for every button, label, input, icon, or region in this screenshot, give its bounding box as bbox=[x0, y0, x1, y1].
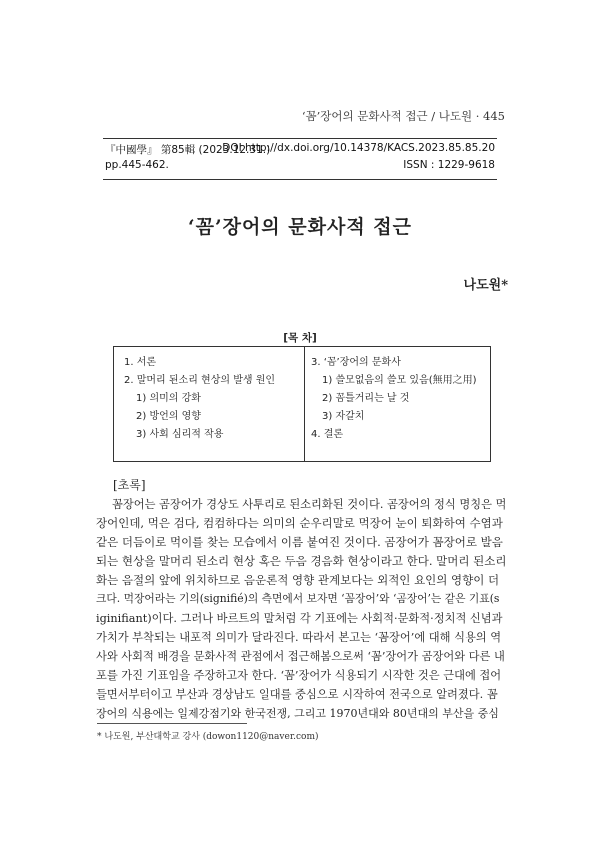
toc-item: 1. 서론 bbox=[124, 357, 157, 368]
abstract-line: 크다. 먹장어라는 기의(signifié)의 측면에서 보자면 ‘꼼장어’와 ‘곰장어’는 같은 기표(s bbox=[96, 592, 500, 605]
page-range: pp.445-462. bbox=[105, 159, 169, 171]
toc-item: 4. 결론 bbox=[311, 429, 344, 440]
toc-heading: [목 차] bbox=[283, 332, 317, 344]
abstract-line: 꼼장어는 곰장어가 경상도 사투리로 된소리화된 것이다. 곰장어의 정식 명칭은 먹 bbox=[112, 498, 507, 511]
abstract-label: [초록] bbox=[113, 478, 146, 492]
journal-info: 『中國學』 第85輯 (2023.12.31.) bbox=[105, 144, 271, 156]
toc-item: 1) 의미의 강화 bbox=[136, 393, 201, 404]
abstract-line: 장어의 식용에는 일제강점기와 한국전쟁, 그리고 1970년대와 80년대의 부산을 중심 bbox=[96, 707, 499, 720]
toc-item: 3. ‘꼼’장어의 문화사 bbox=[311, 357, 401, 368]
abstract-line: 장어인데, 먹은 검다, 컴컴하다는 의미의 순우리말로 먹장어 눈이 퇴화하여 수염과 bbox=[96, 516, 503, 530]
toc-item: 2. 말머리 된소리 현상의 발생 원인 bbox=[124, 375, 276, 386]
publication-meta bbox=[103, 138, 497, 180]
toc-item: 2) 꼼틀거리는 날 것 bbox=[322, 393, 410, 404]
abstract-line: 포를 가진 기표임을 주장하고자 한다. ‘꼼’장어가 식용되기 시작한 것은 근대에 접어 bbox=[96, 669, 502, 682]
doi-link[interactable]: DOI http://dx.doi.org/10.14378/KACS.2023.85.85.20 bbox=[222, 142, 495, 154]
toc-item: 3) 자갈치 bbox=[322, 411, 365, 422]
toc-item: 2) 방언의 영향 bbox=[136, 411, 201, 422]
abstract-line: 가치가 부착되는 내포적 의미가 달라진다. 따라서 본고는 ‘꼼장어’에 대해 식용의 역 bbox=[96, 631, 502, 644]
author-name: 나도원* bbox=[463, 278, 508, 293]
issn: ISSN : 1229-9618 bbox=[403, 159, 495, 171]
toc-item: 3) 사회 심리적 작용 bbox=[136, 429, 224, 440]
abstract-line: 되는 현상을 말머리 된소리 현상 혹은 두음 경음화 현상이라고 한다. 말머리 된소리 bbox=[96, 554, 507, 568]
running-header: ‘꼼’장어의 문화사적 접근 / 나도원 · 445 bbox=[301, 109, 505, 123]
abstract-line: 같은 더듬이로 먹이를 찾는 모습에서 이름 붙여진 것이다. 곰장어가 꼼장어로 발음 bbox=[96, 535, 503, 549]
toc-divider bbox=[304, 347, 305, 461]
abstract-line: iginifiant)이다. 그러나 바르트의 말처럼 각 기표에는 사회적·문화적·정치적 신념과 bbox=[96, 612, 503, 625]
footnote-rule bbox=[97, 723, 247, 724]
abstract-line: 들면서부터이고 부산과 경상남도 일대를 중심으로 시작하여 전국으로 알려졌다. 꼼 bbox=[96, 688, 498, 701]
table-of-contents bbox=[113, 346, 491, 462]
author-footnote: * 나도원, 부산대학교 강사 (dowon1120@naver.com) bbox=[97, 732, 319, 742]
paper-title: ‘꼼’장어의 문화사적 접근 bbox=[188, 216, 412, 238]
abstract-line: 사와 사회적 배경을 문화사적 관점에서 접근해봄으로써 ‘꼼’장어가 곰장어와 다른 내 bbox=[96, 650, 505, 663]
toc-item: 1) 쓸모없음의 쓸모 있음(無用之用) bbox=[322, 375, 477, 386]
abstract-line: 화는 음절의 앞에 위치하므로 음운론적 영향 관계보다는 외적인 요인의 영향이 더 bbox=[96, 573, 500, 587]
